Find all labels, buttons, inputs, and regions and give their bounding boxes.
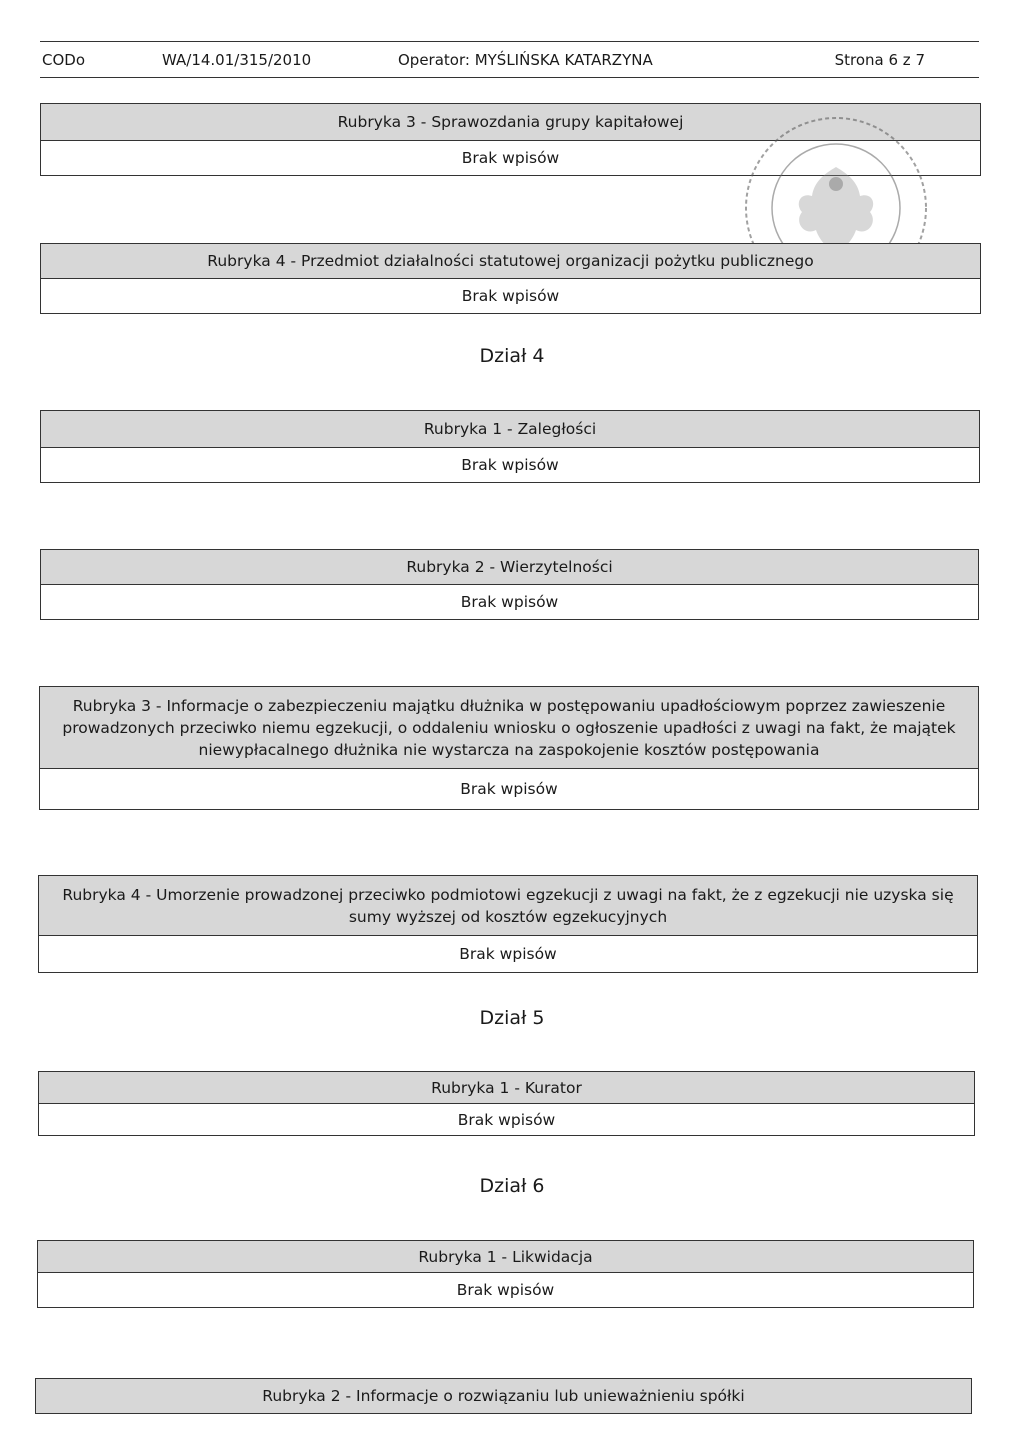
rubryka-title: Rubryka 2 - Wierzytelności	[41, 550, 978, 585]
empty-entry: Brak wpisów	[459, 945, 557, 963]
rubryka-zabezpieczenie-majatku	[39, 686, 979, 810]
page-header	[40, 41, 979, 78]
rubryka-rozwiazanie-spolki	[35, 1378, 972, 1414]
rubryka-umorzenie-egzekucji	[38, 875, 978, 973]
operator-name: Operator: MYŚLIŃSKA KATARZYNA	[398, 51, 653, 69]
rubryka-title: Rubryka 2 - Informacje o rozwiązaniu lub unieważnieniu spółki	[36, 1379, 971, 1413]
rubryka-title: Rubryka 1 - Likwidacja	[38, 1241, 973, 1273]
empty-entry: Brak wpisów	[461, 287, 560, 305]
case-number: WA/14.01/315/2010	[162, 51, 312, 69]
empty-entry: Brak wpisów	[461, 456, 559, 474]
rubryka-zaleglosci	[40, 410, 980, 483]
rubryka-title: Rubryka 3 - Sprawozdania grupy kapitałowej	[41, 104, 980, 141]
page-number: Strona 6 z 7	[834, 51, 925, 69]
empty-entry: Brak wpisów	[457, 1110, 556, 1129]
rubryka-title: Rubryka 3 - Informacje o zabezpieczeniu majątku dłużnika w postępowaniu upadłościowym poprzez zawieszenie prowadzonych przeciwko niemu egzekucji, o oddaleniu wniosku o ogłoszenie upadłości z uwagi na fakt, że majątek niewypłacalnego dłużnika nie wystarcza na zaspokojenie kosztów postępowania	[40, 687, 978, 769]
rubryka-kurator	[38, 1071, 975, 1136]
rubryka-title: Rubryka 1 - Kurator	[39, 1072, 974, 1104]
empty-entry: Brak wpisów	[461, 149, 560, 167]
rubryka-likwidacja	[37, 1240, 974, 1308]
rubryka-title: Rubryka 4 - Przedmiot działalności statutowej organizacji pożytku publicznego	[41, 244, 980, 279]
rubryka-wierzytelnosci	[40, 549, 979, 620]
section-heading-dzial-5: Dział 5	[479, 1007, 545, 1029]
rubryka-przedmiot-opp	[40, 243, 981, 314]
rubryka-title: Rubryka 4 - Umorzenie prowadzonej przeciwko podmiotowi egzekucji z uwagi na fakt, że z egzekucji nie uzyska się sumy wyższej od kosztów egzekucyjnych	[39, 876, 977, 936]
section-heading-dzial-6: Dział 6	[479, 1175, 545, 1197]
section-heading-dzial-4: Dział 4	[479, 345, 545, 367]
empty-entry: Brak wpisów	[460, 593, 559, 611]
rubryka-title: Rubryka 1 - Zaległości	[41, 411, 979, 448]
court-code: CODo	[42, 51, 86, 69]
empty-entry: Brak wpisów	[460, 780, 558, 798]
empty-entry: Brak wpisów	[456, 1281, 555, 1299]
